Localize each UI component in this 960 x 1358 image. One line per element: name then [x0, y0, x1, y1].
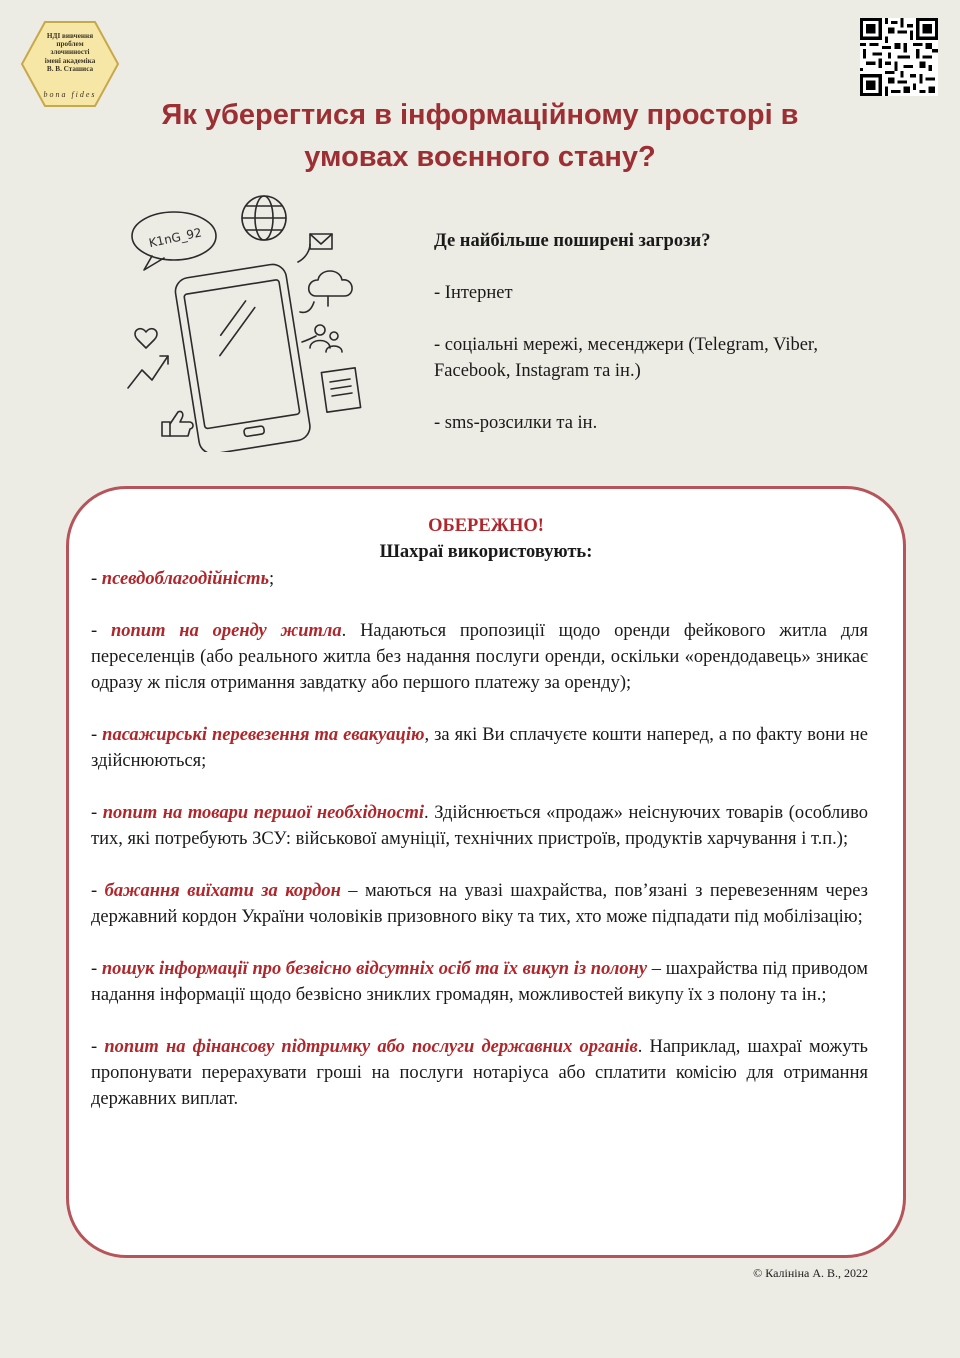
fraud-term: пошук інформації про безвісно відсутніх осіб та їх викуп із полону [101, 959, 648, 979]
fraud-item: - бажання виїхати за кордон – маються на увазі шахрайства, пов’язані з перевезенням через державний кордон України чоловіків призовного віку та тих, хто може підпадати під мобілізацію; [91, 881, 868, 927]
fraud-item: - попит на оренду житла. Надаються пропозиції щодо оренди фейкового житла для переселенців (або реального житла без надання послуги оренди, оскільки «орендодавець» зникає одразу ж після отримання завдатку або першого платежу за оренду); [91, 621, 868, 693]
fraud-term: псевдоблагодійність [101, 569, 270, 589]
fraud-term: бажання виїхати за кордон [104, 881, 341, 901]
fraud-heading: Шахраї використовують: [379, 542, 593, 562]
threat-item: - sms-розсилки та ін. [434, 413, 598, 433]
threats-section [434, 228, 894, 462]
bubble-text: K1nG_92 [147, 225, 203, 251]
fraud-list [91, 566, 868, 1138]
logo-motto: bona fides [43, 90, 97, 99]
fraud-term: пасажирські перевезення та евакуацію [102, 725, 425, 745]
title-line-1: Як уберегтися в інформаційному просторі в [161, 99, 799, 131]
threat-item: - Інтернет [434, 283, 513, 303]
threat-item: - соціальні мережі, месенджери (Telegram, Viber, Facebook, Instagram та ін.) [434, 335, 818, 381]
fraud-item: - псевдоблагодійність; [91, 569, 275, 589]
fraud-item: - пошук інформації про безвісно відсутніх осіб та їх викуп із полону – шахрайства під приводом надання інформації щодо безвісно зниклих громадян, можливостей викупу їх з полону та ін.; [91, 959, 868, 1005]
fraud-item: - попит на товари першої необхідності. Здійснюється «продаж» неіснуючих товарів (особливо тих, які потребують ЗСУ: військової амуніції, технічних пристроїв, продуктів харчування і т.п.); [91, 803, 868, 849]
smartphone-illustration [122, 192, 422, 452]
fraud-item: - пасажирські перевезення та евакуацію, за які Ви сплачуєте кошти наперед, а по факту вони не здійснюються; [91, 725, 868, 771]
threats-heading: Де найбільше поширені загрози? [434, 231, 711, 251]
qr-code-icon [860, 18, 938, 96]
fraud-term: попит на фінансову підтримку або послуги державних органів [104, 1037, 638, 1057]
fraud-item: - попит на фінансову підтримку або послуги державних органів. Наприклад, шахраї можуть пропонувати перерахувати гроші на послуги нотаріуса або сплатити комісію для отримання державних виплат. [91, 1037, 868, 1109]
copyright: © Калініна А. В., 2022 [753, 1266, 868, 1280]
fraud-term: попит на товари першої необхідності [102, 803, 425, 823]
logo-text: НДІ вивчення проблем злочинності імені академіка В. В. Сташиса [44, 32, 96, 73]
page-title [90, 94, 870, 178]
warning-label: ОБЕРЕЖНО! [428, 516, 544, 536]
fraud-term: попит на оренду житла [110, 621, 342, 641]
title-line-2: умовах воєнного стану? [304, 141, 656, 173]
